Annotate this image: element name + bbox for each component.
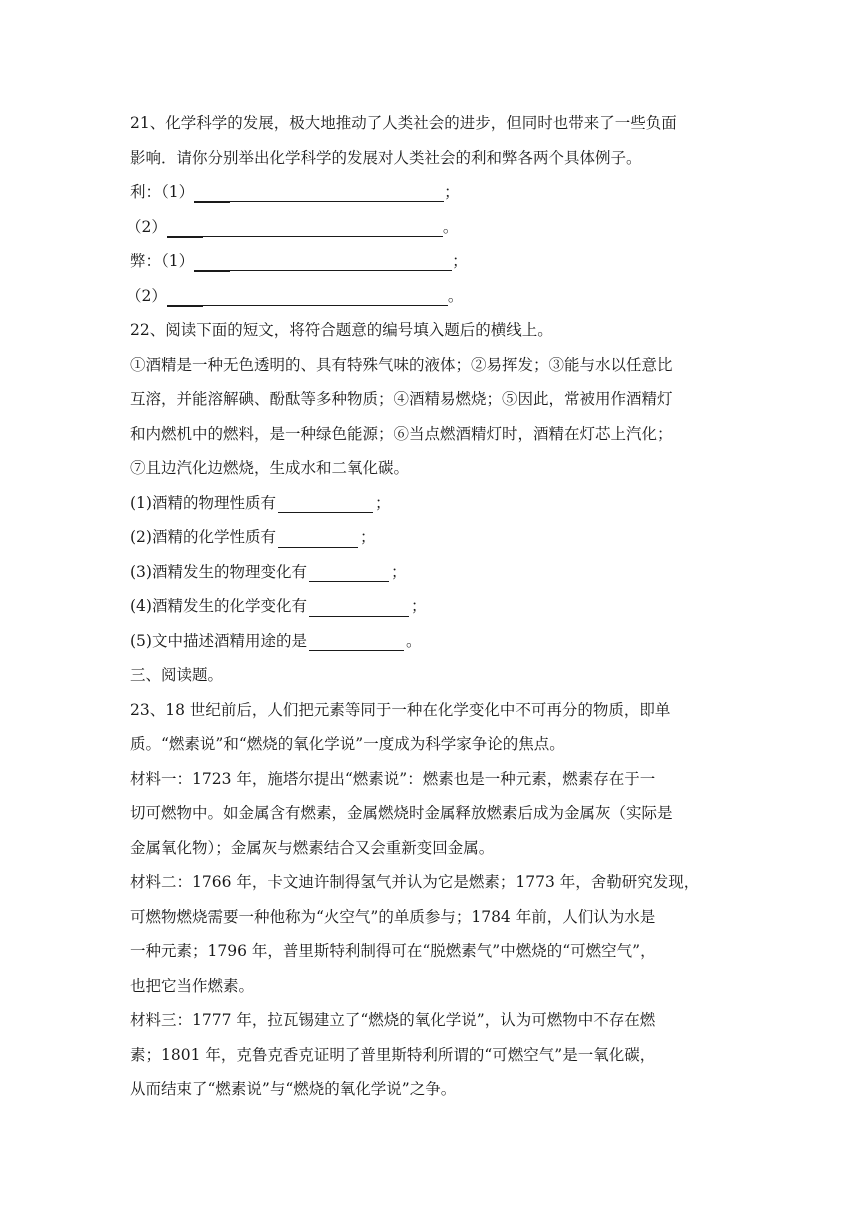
q22-item-5-suffix: 。 [405, 631, 422, 650]
q23-material-2-line-1: 材料二：1766 年，卡文迪许制得氢气并认为它是燃素；1773 年，舍勒研究发现， [130, 873, 700, 891]
q22-intro: 22、阅读下面的短文，将符合题意的编号填入题后的横线上。 [130, 321, 553, 339]
q22-item-3-blank[interactable] [309, 561, 389, 582]
q22-item-4-blank[interactable] [309, 596, 409, 617]
document-content [126, 106, 742, 1107]
q22-item-4-prefix: (4)酒精发生的化学变化有 [130, 597, 307, 615]
q22-item-5-blank[interactable] [309, 630, 404, 651]
q22-item-2-prefix: (2)酒精的化学性质有 [130, 528, 276, 546]
q21-benefit-1-prefix: 利：（1） [130, 183, 195, 201]
q22-item-1-suffix: ； [374, 493, 391, 512]
q22-item-3-prefix: (3)酒精发生的物理变化有 [130, 562, 307, 581]
q23-material-2-line-3: 一种元素；1796 年，普里斯特利制得可在“脱燃素气”中燃烧的“可燃空气”， [130, 942, 656, 960]
q22-item-3-suffix: ； [390, 562, 407, 581]
q22-item-3 [130, 555, 742, 590]
q21-benefit-2-blank[interactable] [167, 216, 443, 238]
q21-harm-2 [126, 279, 742, 314]
q23-material-1-line-3: 金属氧化物）；金属灰与燃素结合又会重新变回金属。 [130, 838, 495, 857]
q23-material-2-line-2: 可燃物燃烧需要一种他称为“火空气”的单质参与；1784 年前，人们认为水是 [130, 907, 656, 926]
q21-benefit-1-suffix: ； [444, 183, 460, 201]
q22-item-2-blank[interactable] [278, 527, 358, 548]
section-3-heading: 三、阅读题。 [130, 666, 224, 684]
q21-benefit-2-suffix: 。 [442, 217, 459, 236]
q23-material-1-line-1: 材料一：1723 年，施塔尔提出“燃素说”：燃素也是一种元素，燃素存在于一 [130, 769, 656, 788]
q22-item-5 [130, 624, 742, 659]
q21-harm-2-prefix: （2） [126, 286, 167, 305]
q21-benefit-2-prefix: （2） [126, 217, 167, 236]
q23-material-2-line-4: 也把它当作燃素。 [130, 976, 255, 995]
q22-passage-line-1: ①酒精是一种无色透明的、具有特殊气味的液体；②易挥发；③能与水以任意比 [130, 355, 673, 374]
q21-benefit-1 [130, 175, 742, 210]
q21-line-1: 21、化学科学的发展，极大地推动了人类社会的进步，但同时也带来了一些负面 [130, 114, 677, 132]
q21-harm-2-suffix: 。 [447, 286, 464, 305]
q22-passage-line-2: 互溶，并能溶解碘、酚酞等多种物质；④酒精易燃烧；⑤因此，常被用作酒精灯 [130, 390, 673, 408]
q21-harm-1 [130, 244, 742, 279]
q21-harm-1-blank[interactable] [194, 250, 452, 272]
q22-item-5-prefix: (5)文中描述酒精用途的是 [130, 631, 307, 650]
q23-material-3-line-3: 从而结束了“燃素说”与“燃烧的氧化学说”之争。 [130, 1080, 457, 1098]
q21-harm-1-suffix: ； [452, 252, 468, 270]
q22-item-4 [130, 589, 742, 624]
q21-harm-2-blank[interactable] [167, 285, 448, 307]
q22-item-4-suffix: ； [410, 597, 427, 615]
q22-item-1-prefix: (1)酒精的物理性质有 [130, 493, 276, 512]
q23-line-2: 质。“燃素说”和“燃烧的氧化学说”一度成为科学家争论的焦点。 [130, 735, 565, 753]
q22-item-2 [130, 520, 742, 555]
q21-benefit-2 [126, 210, 742, 245]
q23-material-1-line-2: 切可燃物中。如金属含有燃素，金属燃烧时金属释放燃素后成为金属灰（实际是 [130, 804, 673, 822]
q22-item-1 [130, 486, 742, 521]
q22-item-1-blank[interactable] [278, 492, 373, 513]
q22-passage-line-3: 和内燃机中的燃料，是一种绿色能源；⑥当点燃酒精灯时，酒精在灯芯上汽化； [130, 424, 673, 443]
q22-item-2-suffix: ； [359, 528, 376, 546]
q23-line-1: 23、18 世纪前后，人们把元素等同于一种在化学变化中不可再分的物质，即单 [130, 700, 671, 719]
q21-line-2: 影响．请你分别举出化学科学的发展对人类社会的利和弊各两个具体例子。 [130, 148, 642, 167]
q21-benefit-1-blank[interactable] [194, 181, 444, 203]
q22-passage-line-4: ⑦且边汽化边燃烧，生成水和二氧化碳。 [130, 459, 410, 477]
q23-material-3-line-1: 材料三：1777 年，拉瓦锡建立了“燃烧的氧化学说”，认为可燃物中不存在燃 [130, 1011, 656, 1029]
q21-harm-1-prefix: 弊：（1） [130, 252, 195, 270]
q23-material-3-line-2: 素；1801 年，克鲁克香克证明了普里斯特利所谓的“可燃空气”是一氧化碳， [130, 1045, 656, 1064]
